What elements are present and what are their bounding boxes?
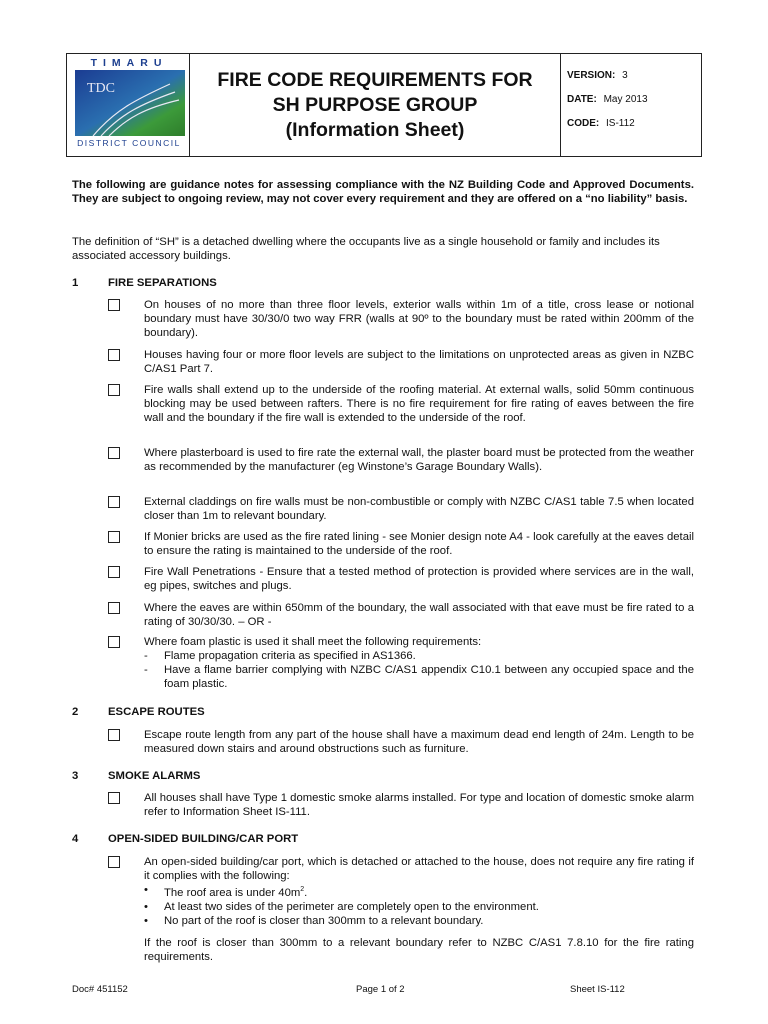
title-line-1: FIRE CODE REQUIREMENTS FOR [217, 68, 533, 91]
item-text: Where foam plastic is used it shall meet the following requirements: [144, 636, 482, 648]
checkbox[interactable] [108, 856, 120, 868]
checkbox[interactable] [108, 792, 120, 804]
bullet-marker: • [144, 900, 148, 913]
document-meta [561, 54, 701, 156]
item-text: Fire walls shall extend up to the underside of the roofing material. At external walls, solid 50mm continuous blocking may be used between rafters. There is no fire requirement for fire rating of eaves between the fire wall and the boundary if the fire wall is extended to the underside of the roof. [144, 384, 694, 424]
footer-doc-number: Doc# 451152 [72, 984, 128, 995]
section-number: 3 [72, 770, 79, 782]
item-text: Where the eaves are within 650mm of the boundary, the wall associated with that eave must be fire rated to a rating of 30/30/30. – OR - [144, 602, 694, 628]
tdc-logo-graphic [75, 70, 185, 136]
code-value: IS-112 [606, 118, 635, 129]
item-text: On houses of no more than three floor levels, exterior walls within 1m of a title, cross lease or notional boundary must have 30/30/0 two way FRR (walls at 90º to the boundary must be rated within 200mm of the boundary). [144, 299, 694, 339]
bullet-marker: • [144, 914, 148, 927]
checkbox[interactable] [108, 602, 120, 614]
item-text: An open-sided building/car port, which is detached or attached to the house, does not require any fire rating if it complies with the following: [144, 856, 694, 882]
bullet-text: No part of the roof is closer than 300mm to a relevant boundary. [164, 914, 484, 927]
date-value: May 2013 [603, 94, 648, 105]
item-text: If Monier bricks are used as the fire rated lining - see Monier design note A4 - look carefully at the eaves detail to ensure the rating is maintained to the underside of the roof. [144, 531, 694, 557]
item-text-block [144, 855, 694, 964]
title-line-2: SH PURPOSE GROUP [272, 93, 478, 116]
item-text: Fire Wall Penetrations - Ensure that a tested method of protection is provided where services are in the wall, eg pipes, switches and plugs. [144, 566, 694, 592]
intro-paragraph: The following are guidance notes for assessing compliance with the NZ Building Code and Approved Documents. They are subject to ongoing review, may not cover every requirement and they are offered on a “no liability” basis. [72, 179, 694, 205]
definition-paragraph: The definition of “SH” is a detached dwelling where the occupants live as a single household or family and includes its associated accessory buildings. [72, 236, 660, 262]
checkbox[interactable] [108, 531, 120, 543]
checkbox[interactable] [108, 349, 120, 361]
date-label: DATE: [567, 94, 597, 105]
date-row [567, 94, 701, 105]
footer-page-number: Page 1 of 2 [356, 984, 405, 995]
bullet-item [144, 914, 694, 928]
section-title: ESCAPE ROUTES [108, 706, 205, 718]
sub-item [144, 649, 694, 663]
footer-sheet-code: Sheet IS-112 [570, 984, 625, 995]
section-number: 4 [72, 833, 79, 845]
council-logo [67, 54, 190, 156]
section-title: OPEN-SIDED BUILDING/CAR PORT [108, 833, 299, 845]
bullet-text: The roof area is under 40m [164, 886, 301, 899]
item-text: Houses having four or more floor levels are subject to the limitations on unprotected areas as given in NZBC C/AS1 Part 7. [144, 349, 694, 375]
bullet-item [144, 883, 694, 900]
version-value: 3 [622, 70, 628, 81]
item-text: External claddings on fire walls must be non-combustible or comply with NZBC C/AS1 table 7.5 when located closer than 1m to relevant boundary. [144, 496, 694, 522]
version-row [567, 70, 701, 81]
logo-mid-text: TDC [87, 81, 115, 96]
dash-marker: - [144, 650, 148, 662]
sub-item-text: Have a flame barrier complying with NZBC C/AS1 appendix C10.1 between any occupied space and the foam plastic. [164, 664, 694, 690]
item-text: Where plasterboard is used to fire rate the external wall, the plaster board must be protected from the weather as recommended by the manufacturer (eg Winstone’s Garage Boundary Walls). [144, 447, 694, 473]
section-number: 2 [72, 706, 79, 718]
sub-item-text: Flame propagation criteria as specified in AS1366. [164, 650, 416, 662]
checkbox[interactable] [108, 636, 120, 648]
section-number: 1 [72, 277, 79, 289]
version-label: VERSION: [567, 70, 616, 81]
checkbox[interactable] [108, 496, 120, 508]
document-header [66, 53, 702, 157]
item-text-block [144, 635, 694, 691]
bullet-text: At least two sides of the perimeter are completely open to the environment. [164, 900, 539, 913]
checkbox[interactable] [108, 566, 120, 578]
code-label: CODE: [567, 118, 600, 129]
sub-item [144, 663, 694, 691]
section-title: FIRE SEPARATIONS [108, 277, 217, 289]
checkbox[interactable] [108, 299, 120, 311]
logo-top-text: TIMARU [90, 57, 168, 69]
item-text: All houses shall have Type 1 domestic smoke alarms installed. For type and location of domestic smoke alarm refer to Information Sheet IS-111. [144, 792, 694, 818]
title-line-3: (Information Sheet) [285, 118, 465, 141]
dash-marker: - [144, 664, 148, 676]
note-text: If the roof is closer than 300mm to a relevant boundary refer to NZBC C/AS1 7.8.10 for the fire rating requirements. [144, 936, 694, 963]
bullet-marker: • [144, 884, 148, 896]
code-row [567, 118, 701, 129]
bullet-item [144, 900, 694, 914]
superscript: 2 [300, 886, 305, 893]
section-title: SMOKE ALARMS [108, 770, 201, 782]
logo-bottom-text: DISTRICT COUNCIL [77, 138, 181, 148]
checkbox[interactable] [108, 384, 120, 396]
checkbox[interactable] [108, 447, 120, 459]
item-text: Escape route length from any part of the house shall have a maximum dead end length of 24m. Length to be measured down stairs and around obstructions such as furniture. [144, 729, 694, 755]
document-title [190, 54, 561, 156]
bullet-period: . [304, 886, 308, 899]
checkbox[interactable] [108, 729, 120, 741]
